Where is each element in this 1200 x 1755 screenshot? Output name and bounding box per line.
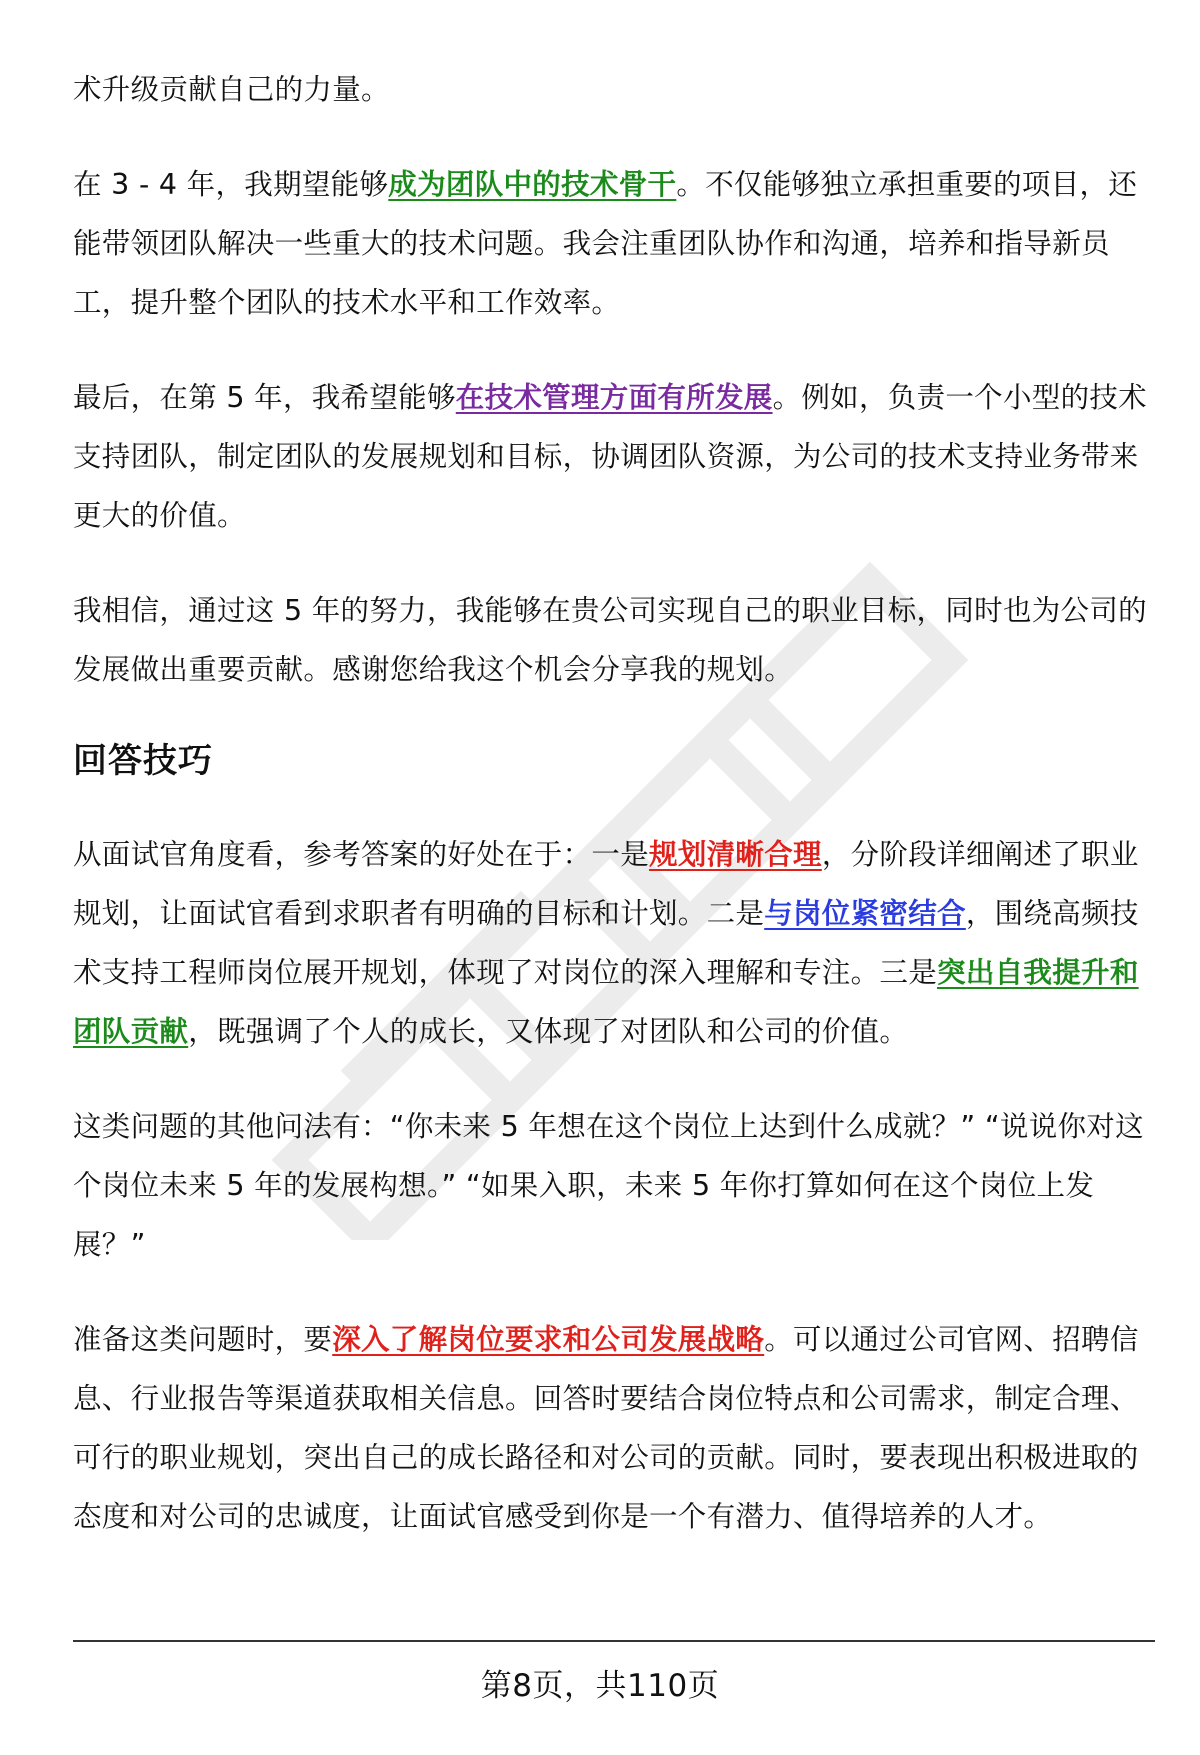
paragraph-stage-5 xyxy=(73,368,1155,545)
paragraph-text: 从面试官角度看，参考答案的好处在于：一是 xyxy=(73,838,650,871)
paragraph-stage-3-4 xyxy=(73,155,1155,332)
page-number: 第8页，共110页 xyxy=(480,1668,720,1704)
paragraph-continued xyxy=(73,60,1155,119)
paragraph-closing xyxy=(73,581,1155,699)
paragraph-text: 。不仅能够独立承担重要的项目，还能带领团队解决一些重大的技术问题。我会注重团队协作和沟通，培养和指导新员工，提升整个团队的技术水平和工作效率。 xyxy=(73,168,1138,319)
paragraph-text: 准备这类问题时，要 xyxy=(73,1323,333,1356)
paragraph-text: 这类问题的其他问法有：“你未来 5 年想在这个岗位上达到什么成就？” “说说你对这个岗位未来 5 年的发展构想。” “如果入职，未来 5 年你打算如何在这个岗位上发展？” xyxy=(73,1110,1144,1261)
footer-divider xyxy=(73,1640,1155,1642)
paragraph-text: ，分阶段详细阐述了职业规划，让面试官看到求职者有明确的目标和计划。二是 xyxy=(73,838,1139,930)
paragraph-tips-preparation xyxy=(73,1310,1155,1546)
paragraph-text: 。可以通过公司官网、招聘信息、行业报告等渠道获取相关信息。回答时要结合岗位特点和公司需求，制定合理、可行的职业规划，突出自己的成长路径和对公司的贡献。同时，要表现出积极进取的态度和对公司的忠诚度，让面试官感受到你是一个有潜力、值得培养的人才。 xyxy=(73,1323,1139,1533)
paragraph-text: 在 3 - 4 年，我期望能够 xyxy=(73,168,389,201)
highlight-tech-backbone: 成为团队中的技术骨干 xyxy=(388,168,677,201)
document-body xyxy=(73,60,1155,1582)
highlight-position-fit: 与岗位紧密结合 xyxy=(764,897,966,930)
paragraph-text: ，既强调了个人的成长，又体现了对团队和公司的价值。 xyxy=(188,1015,909,1048)
paragraph-text: 。例如，负责一个小型的技术支持团队，制定团队的发展规划和目标，协调团队资源，为公司的技术支持业务带来更大的价值。 xyxy=(73,381,1147,532)
paragraph-text: 我相信，通过这 5 年的努力，我能够在贵公司实现自己的职业目标，同时也为公司的发展做出重要贡献。感谢您给我这个机会分享我的规划。 xyxy=(73,594,1147,686)
highlight-research-strategy: 深入了解岗位要求和公司发展战略 xyxy=(332,1323,765,1356)
paragraph-text: ，围绕高频技术支持工程师岗位展开规划，体现了对岗位的深入理解和专注。三是 xyxy=(73,897,1139,989)
paragraph-tips-advantages xyxy=(73,825,1155,1061)
highlight-self-improvement: 突出自我提升和团队贡献 xyxy=(73,956,1139,1048)
paragraph-text: 术升级贡献自己的力量。 xyxy=(73,73,390,106)
paragraph-text: 最后，在第 5 年，我希望能够 xyxy=(73,381,456,414)
highlight-tech-management: 在技术管理方面有所发展 xyxy=(455,381,773,414)
section-heading: 回答技巧 xyxy=(73,741,213,781)
highlight-clear-plan: 规划清晰合理 xyxy=(649,838,822,871)
paragraph-tips-alternatives xyxy=(73,1097,1155,1274)
